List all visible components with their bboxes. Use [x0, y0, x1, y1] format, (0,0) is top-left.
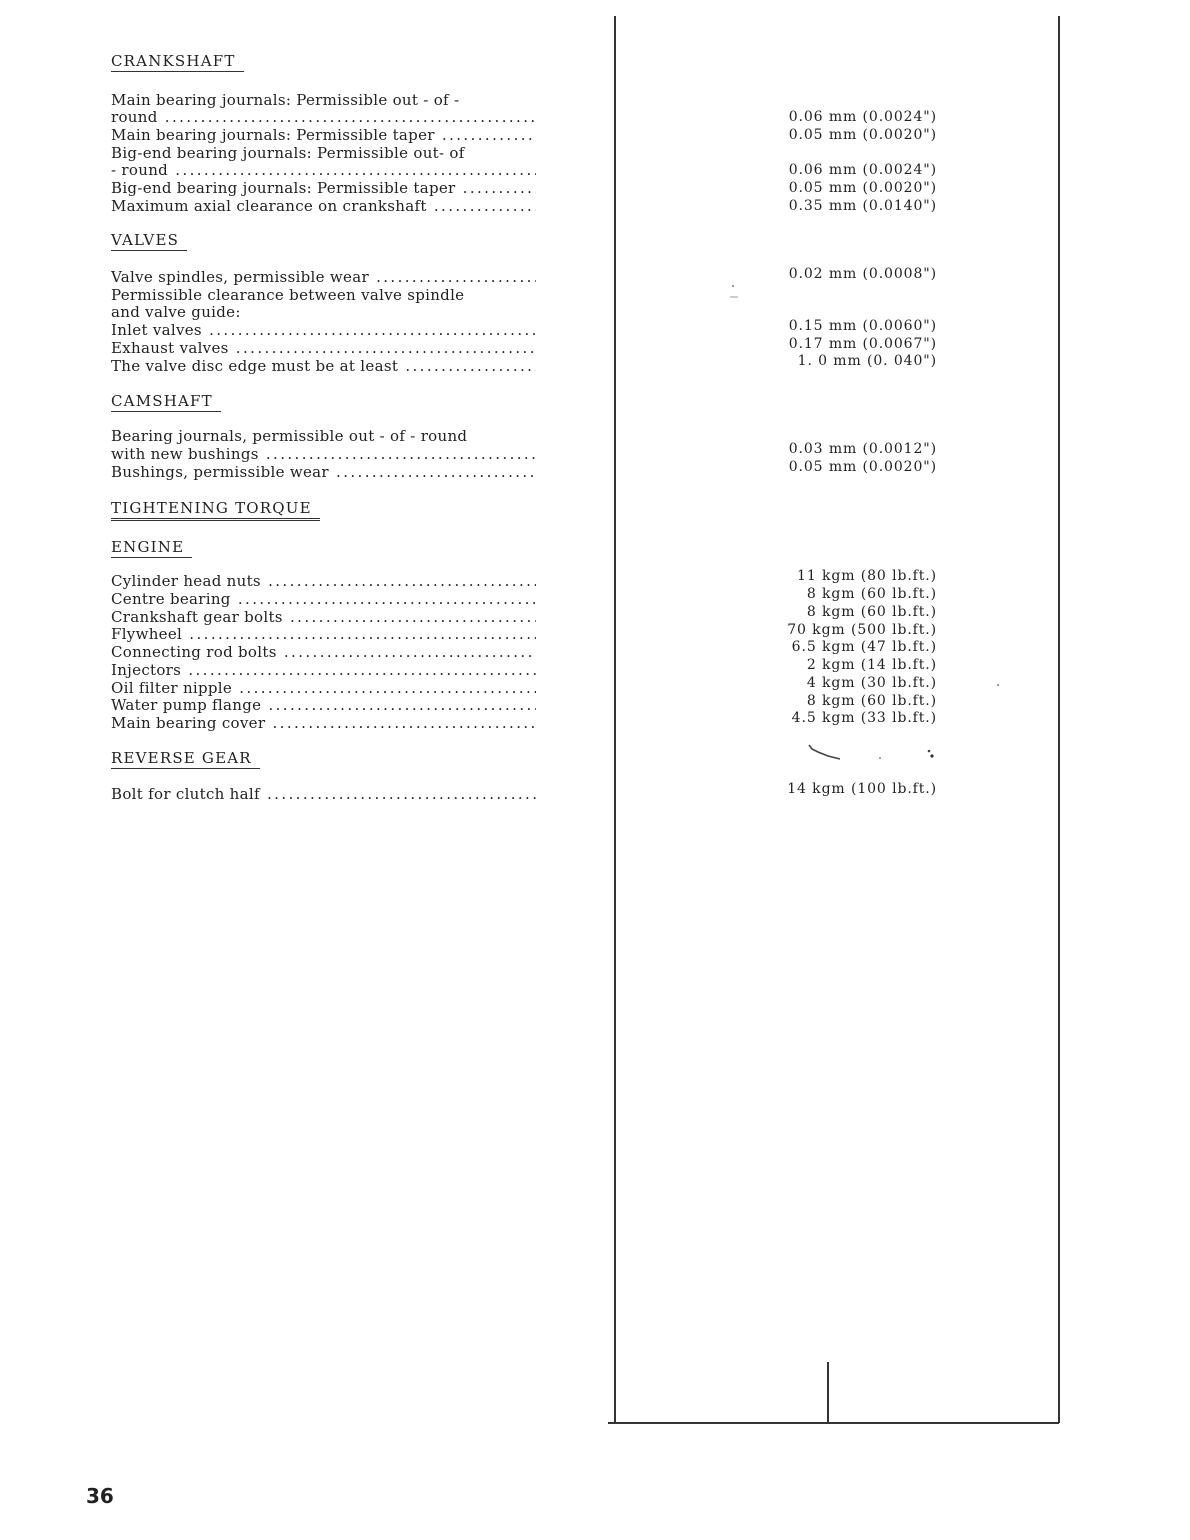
spec-value: 0.35 mm (0.0140") — [788, 198, 937, 214]
spec-value: 8 kgm (60 lb.ft.) — [806, 586, 937, 602]
spec-value: 0.05 mm (0.0020") — [788, 127, 937, 143]
spec-label: Centre bearing ..... — [111, 591, 536, 608]
spec-value: 0.03 mm (0.0012") — [788, 441, 937, 457]
spec-label: with new bushings ..... — [111, 446, 536, 463]
valves-heading: VALVES — [111, 231, 187, 251]
spec-label: round ..... — [111, 109, 536, 126]
spec-label: Main bearing journals: Permissible out - of - — [111, 91, 460, 109]
spec-value: 8 kgm (60 lb.ft.) — [806, 693, 937, 709]
spec-value: 0.17 mm (0.0067") — [788, 336, 937, 352]
spec-label: Big-end bearing journals: Permissible out- of — [111, 144, 465, 162]
spec-value: 0.15 mm (0.0060") — [788, 318, 937, 334]
spec-label: Bolt for clutch half ..... — [111, 786, 536, 803]
spec-value: 2 kgm (14 lb.ft.) — [806, 657, 937, 673]
spec-value: 70 kgm (500 lb.ft.) — [787, 622, 937, 638]
spec-label: Connecting rod bolts ..... — [111, 644, 536, 661]
spec-label: Bushings, permissible wear ..... — [111, 464, 536, 481]
spec-label: and valve guide: — [111, 303, 241, 321]
spec-label: Valve spindles, permissible wear ..... — [111, 269, 536, 286]
spec-value: 4.5 kgm (33 lb.ft.) — [791, 710, 937, 726]
engine-heading: ENGINE — [111, 538, 192, 558]
spec-label: The valve disc edge must be at least ..... — [111, 358, 536, 375]
spec-value: 4 kgm (30 lb.ft.) — [806, 675, 937, 691]
spec-label: Exhaust valves ..... — [111, 340, 536, 357]
page-number: 36 — [86, 1484, 114, 1508]
spec-label: Oil filter nipple ..... — [111, 680, 536, 697]
spec-label: Cylinder head nuts ..... — [111, 573, 536, 590]
spec-label: Water pump flange ..... — [111, 697, 536, 714]
spec-value: 0.05 mm (0.0020") — [788, 459, 937, 475]
reverse-gear-heading: REVERSE GEAR — [111, 749, 260, 769]
spec-value: 1. 0 mm (0. 040") — [797, 353, 937, 369]
spec-label: Permissible clearance between valve spindle — [111, 286, 465, 304]
spec-label: - round ..... — [111, 162, 536, 179]
tightening-torque-heading: TIGHTENING TORQUE — [111, 499, 320, 521]
spec-label: Big-end bearing journals: Permissible taper ..... — [111, 180, 536, 197]
spec-label: Bearing journals, permissible out - of - round — [111, 427, 468, 445]
spec-label: Maximum axial clearance on crankshaft ..... — [111, 198, 536, 215]
spec-value: 6.5 kgm (47 lb.ft.) — [791, 639, 937, 655]
spec-label: Inlet valves ..... — [111, 322, 536, 339]
spec-value: 0.02 mm (0.0008") — [788, 266, 937, 282]
spec-label: Crankshaft gear bolts ..... — [111, 609, 536, 626]
spec-label: Main bearing journals: Permissible taper ..... — [111, 127, 536, 144]
camshaft-heading: CAMSHAFT — [111, 392, 221, 412]
crankshaft-heading: CRANKSHAFT — [111, 52, 244, 72]
spec-value: 11 kgm (80 lb.ft.) — [797, 568, 937, 584]
spec-label: Flywheel ..... — [111, 626, 536, 643]
spec-value: 8 kgm (60 lb.ft.) — [806, 604, 937, 620]
spec-value: 0.05 mm (0.0020") — [788, 180, 937, 196]
spec-value: 0.06 mm (0.0024") — [788, 109, 937, 125]
spec-value: 0.06 mm (0.0024") — [788, 162, 937, 178]
spec-label: Injectors ..... — [111, 662, 536, 679]
spec-value: 14 kgm (100 lb.ft.) — [787, 781, 937, 797]
spec-label: Main bearing cover ..... — [111, 715, 536, 732]
